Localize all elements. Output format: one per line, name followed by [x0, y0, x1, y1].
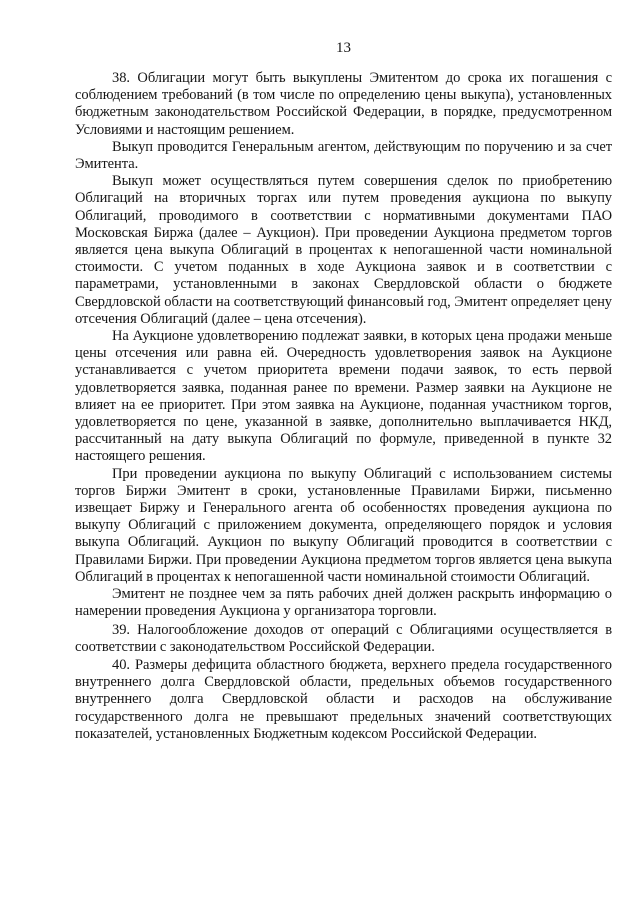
paragraph-39-taxation: 39. Налогообложение доходов от операций с Облигациями осуществляется в соответствии с законодательством Российской Федерации.	[75, 621, 612, 655]
document-page	[75, 38, 612, 743]
paragraph-buyback-agent: Выкуп проводится Генеральным агентом, действующим по поручению и за счет Эмитента.	[75, 138, 612, 173]
paragraph-auction-exchange: При проведении аукциона по выкупу Облигаций с использованием системы торгов Биржи Эмитент в сроки, установленные Правилами Биржи, письменно извещает Биржу и Генерального агента об особенностях проведения аукциона по выкупу Облигаций с приложением документа, определяющего порядок и условия выкупа Облигаций. Аукцион по выкупу Облигаций проводится в соответствии с Правилами Биржи. При проведении Аукциона предметом торгов является цена выкупа Облигаций в процентах к непогашенной части номинальной стоимости Облигаций.	[75, 465, 612, 585]
paragraph-buyback-methods: Выкуп может осуществляться путем совершения сделок по приобретению Облигаций на вторичных торгах или путем проведения аукциона по выкупу Облигаций, проводимого в соответствии с нормативными документами ПАО Московская Биржа (далее – Аукцион). При проведении Аукциона предметом торгов является цена выкупа Облигаций в процентах к непогашенной части номинальной стоимости. С учетом поданных в ходе Аукциона заявок и в соответствии с параметрами, установленными в законах Свердловской области о бюджете Свердловской области на соответствующий финансовый год, Эмитент определяет цену отсечения Облигаций (далее – цена отсечения).	[75, 173, 612, 327]
paragraph-disclosure: Эмитент не позднее чем за пять рабочих дней должен раскрыть информацию о намерении проведения Аукциона у организатора торговли.	[75, 586, 612, 620]
page-number: 13	[336, 40, 351, 56]
document-body	[75, 70, 612, 743]
paragraph-38-buyback: 38. Облигации могут быть выкуплены Эмитентом до срока их погашения с соблюдением требований (в том числе по определению цены выкупа), установленных бюджетным законодательством Российской Федерации, в порядке, предусмотренном Условиями и настоящим решением.	[75, 70, 612, 138]
paragraph-auction-orders: На Аукционе удовлетворению подлежат заявки, в которых цена продажи меньше цены отсечения или равна ей. Очередность удовлетворения заявок на Аукционе устанавливается с учетом приоритета времени подачи заявок, то есть первой удовлетворяется заявка, поданная ранее по времени. Размер заявки на Аукционе не влияет на ее приоритет. При этом заявка на Аукционе, поданная участником торгов, удовлетворяется по цене, указанной в заявке, дополнительно выплачивается НКД, рассчитанный на дату выкупа Облигаций по формуле, приведенной в пункте 32 настоящего решения.	[75, 328, 612, 465]
paragraph-40-budget-limits: 40. Размеры дефицита областного бюджета, верхнего предела государственного внутреннего долга Свердловской области, предельных объемов государственного внутреннего долга Свердловской области и расходов на обслуживание государственного долга не превышают предельных значений соответствующих показателей, установленных Бюджетным кодексом Российской Федерации.	[75, 656, 612, 742]
